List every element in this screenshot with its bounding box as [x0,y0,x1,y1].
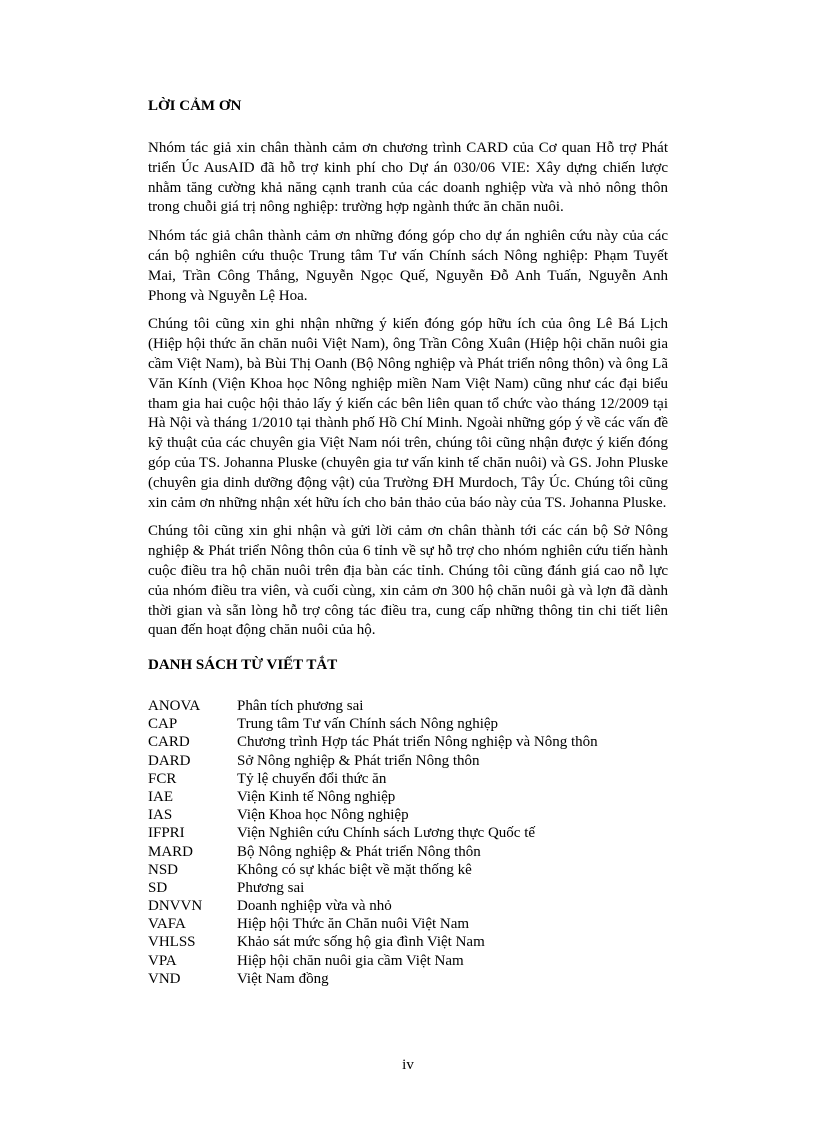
abbreviation-row [148,715,668,733]
abbreviation-row [148,770,668,788]
abbreviation-meaning: Doanh nghiệp vừa và nhỏ [237,898,392,915]
abbreviation-meaning: Khảo sát mức sống hộ gia đình Việt Nam [237,934,485,951]
abbreviation-term: VPA [148,952,177,969]
abbreviation-term: VHLSS [148,934,196,951]
abbreviation-term: IAS [148,807,173,824]
abbreviation-term: VAFA [148,916,186,933]
abbreviation-term: ANOVA [148,698,201,714]
paragraph: Nhóm tác giả chân thành cảm ơn những đóng góp cho dự án nghiên cứu này của các cán bộ nghiên cứu thuộc Trung tâm Tư vấn Chính sách Nông nghiệp: Phạm Tuyết Mai, Trần Công Thắng, Nguyễn Ngọc Quế, Nguyễn Đỗ Anh Tuấn, Nguyễn Anh Phong và Nguyễn Lệ Hoa. [148,228,668,304]
paragraph: Chúng tôi cũng xin ghi nhận và gửi lời cảm ơn chân thành tới các cán bộ Sở Nông nghiệp & Phát triển Nông thôn của 6 tỉnh về sự hỗ trợ cho nhóm nghiên cứu tiến hành cuộc điều tra hộ chăn nuôi trên địa bàn các tỉnh. Chúng tôi cũng đánh giá cao nỗ lực của nhóm điều tra viên, và cuối cùng, xin cảm ơn 300 hộ chăn nuôi gà và lợn đã dành thời gian và sẵn lòng hỗ trợ công tác điều tra, cung cấp những thông tin chi tiết liên quan đến hoạt động chăn nuôi của hộ. [148,523,668,639]
abbreviation-meaning: Trung tâm Tư vấn Chính sách Nông nghiệp [237,716,499,733]
abbreviation-term: DNVVN [148,898,203,915]
abbreviation-meaning: Viện Khoa học Nông nghiệp [237,807,409,824]
abbreviation-meaning: Viện Nghiên cứu Chính sách Lương thực Quốc tế [237,825,536,842]
abbreviation-row [148,697,668,715]
abbreviation-term: SD [148,879,168,896]
abbreviation-meaning: Hiệp hội Thức ăn Chăn nuôi Việt Nam [237,916,470,933]
page-number: iv [402,1057,414,1073]
paragraph: Chúng tôi cũng xin ghi nhận những ý kiến đóng góp hữu ích của ông Lê Bá Lịch (Hiệp hội thức ăn chăn nuôi Việt Nam), ông Trần Công Xuân (Hiệp hội chăn nuôi gia cầm Việt Nam), bà Bùi Thị Oanh (Bộ Nông nghiệp và Phát triển nông thôn) và ông Lã Văn Kính (Viện Khoa học Nông nghiệp miền Nam Việt Nam) cũng như các đại biểu tham gia hai cuộc hội thảo lấy ý kiến các bên liên quan tổ chức vào tháng 12/2009 tại Hà Nội và tháng 1/2010 tại thành phố Hồ Chí Minh. Ngoài những góp ý về các vấn đề kỹ thuật của các chuyên gia Việt Nam nói trên, chúng tôi cũng nhận được ý kiến đóng góp của TS. Johanna Pluske (chuyên gia tư vấn kinh tế chăn nuôi) và GS. John Pluske (chuyên gia dinh dưỡng động vật) của Trường ĐH Murdoch, Tây Úc. Chúng tôi cũng xin cảm ơn những nhận xét hữu ích cho bản thảo của báo này của TS. Johanna Pluske. [148,316,668,511]
abbreviation-row [148,861,668,879]
abbreviation-row [148,806,668,824]
abbreviation-row [148,970,668,988]
abbreviation-term: FCR [148,770,177,787]
abbreviation-term: CAP [148,716,178,733]
paragraph: Nhóm tác giả xin chân thành cảm ơn chương trình CARD của Cơ quan Hỗ trợ Phát triển Úc AusAID đã hỗ trợ kinh phí cho Dự án 030/06 VIE: Xây dựng chiến lược nhằm tăng cường khả năng cạnh tranh của các doanh nghiệp vừa và nhỏ nông thôn trong chuỗi giá trị nông nghiệp: trường hợp ngành thức ăn chăn nuôi. [148,140,668,216]
abbreviation-row [148,933,668,951]
abbreviation-meaning: Tỷ lệ chuyển đổi thức ăn [237,770,387,787]
abbreviation-meaning: Viện Kinh tế Nông nghiệp [237,788,396,805]
abbreviation-term: NSD [148,861,179,878]
abbreviation-meaning: Phương sai [237,879,305,896]
abbreviation-meaning: Hiệp hội chăn nuôi gia cầm Việt Nam [237,952,464,969]
acknowledgements-heading: LỜI CẢM ƠN [148,98,242,114]
abbreviation-row [148,952,668,970]
abbreviation-row [148,897,668,915]
acknowledgements-body [148,139,668,650]
abbreviation-row [148,915,668,933]
abbreviation-term: IFPRI [148,825,185,842]
abbreviation-list [148,697,668,988]
abbreviation-term: MARD [148,843,194,860]
abbreviation-row [148,733,668,751]
abbreviation-term: DARD [148,752,191,769]
abbreviations-heading: DANH SÁCH TỪ VIẾT TẮT [148,657,338,673]
abbreviation-meaning: Phân tích phương sai [237,698,364,714]
abbreviation-term: IAE [148,788,173,805]
abbreviation-row [148,879,668,897]
abbreviation-meaning: Không có sự khác biệt về mặt thống kê [237,861,472,878]
abbreviation-meaning: Việt Nam đồng [237,970,329,987]
abbreviation-row [148,843,668,861]
abbreviation-term: CARD [148,734,190,751]
abbreviation-term: VND [148,970,181,987]
abbreviation-meaning: Sở Nông nghiệp & Phát triển Nông thôn [237,752,480,769]
abbreviation-meaning: Chương trình Hợp tác Phát triển Nông nghiệp và Nông thôn [237,734,598,751]
abbreviation-row [148,752,668,770]
abbreviation-row [148,788,668,806]
abbreviation-row [148,824,668,842]
abbreviation-meaning: Bộ Nông nghiệp & Phát triển Nông thôn [237,843,481,860]
